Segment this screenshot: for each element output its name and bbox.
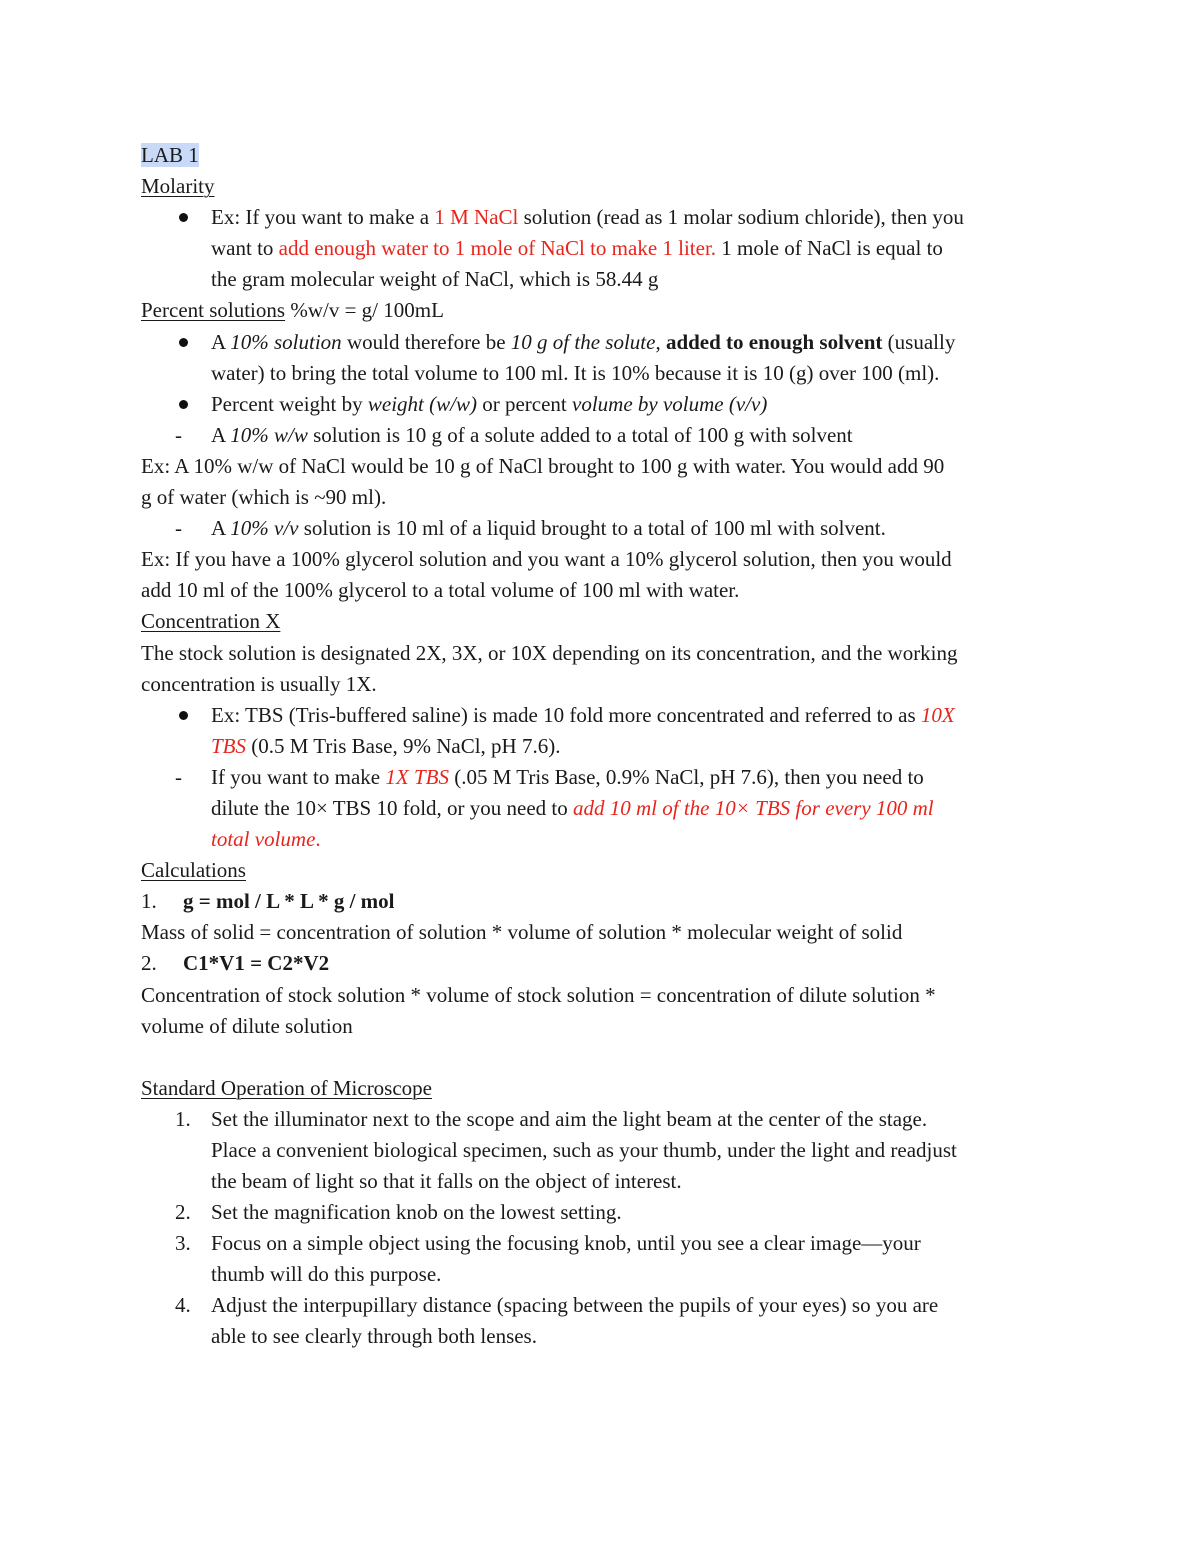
- text: g of water (which is ~90 ml).: [141, 485, 387, 510]
- dash-icon: -: [175, 764, 182, 789]
- microscope-step: [141, 1197, 1071, 1228]
- text: (0.5 M Tris Base, 9% NaCl, pH 7.6).: [246, 733, 561, 758]
- bullet-line: [211, 731, 1071, 762]
- text: Ex: A 10% w/w of NaCl would be 10 g of NaCl brought to 100 g with water. You would add 90: [141, 453, 945, 478]
- molarity-heading-line: [141, 171, 1071, 202]
- red-italic-text: total volume: [211, 827, 316, 852]
- formula-number: 2.: [141, 951, 157, 976]
- bullet-dot-icon: [179, 400, 188, 409]
- italic-text: 10% w/w: [230, 422, 308, 447]
- concentration-paragraph: [141, 638, 1071, 669]
- dash-line: [211, 513, 1071, 544]
- text: the beam of light so that it falls on the object of interest.: [211, 1169, 682, 1193]
- text: volume of dilute solution: [141, 1013, 353, 1038]
- text: Ex: If you have a 100% glycerol solution and you want a 10% glycerol solution, then you would: [141, 547, 952, 572]
- text: solution is 10 ml of a liquid brought to a total of 100 ml with solvent.: [298, 516, 886, 541]
- concentration-heading: Concentration X: [141, 609, 281, 634]
- text: concentration is usually 1X.: [141, 671, 377, 696]
- step-line: [211, 1135, 1071, 1166]
- blank-line: [141, 1042, 1071, 1073]
- dash-marker: [141, 762, 211, 793]
- bullet-dot-icon: [179, 338, 188, 347]
- italic-text: 10 g of the solute: [510, 329, 656, 354]
- percent-heading-line: [141, 295, 1071, 326]
- step-marker: [141, 1290, 211, 1321]
- step-marker: [141, 1197, 211, 1228]
- concentration-bullet: [141, 700, 1071, 762]
- text: want to: [211, 236, 279, 261]
- text: If you want to make: [211, 764, 386, 789]
- bullet-dot-icon: [179, 213, 188, 222]
- formula-2-description: [141, 980, 1071, 1011]
- text: Set the illuminator next to the scope and aim the light beam at the center of the stage.: [211, 1106, 928, 1131]
- red-text: .: [315, 827, 321, 852]
- bullet-line: [211, 264, 1071, 295]
- bullet-marker: [141, 202, 211, 233]
- concentration-dash: [141, 762, 1071, 855]
- dash-marker: [141, 420, 211, 451]
- red-italic-text: TBS: [211, 733, 247, 758]
- step-number: 1.: [175, 1106, 191, 1131]
- step-marker: [141, 1104, 211, 1135]
- text: Ex: If you want to make a: [211, 205, 435, 230]
- microscope-heading-line: [141, 1073, 1071, 1104]
- dash-marker: [141, 513, 211, 544]
- step-line: [211, 1228, 1071, 1259]
- step-number: 4.: [175, 1293, 191, 1318]
- text: Percent weight by: [211, 391, 368, 416]
- bullet-marker: [141, 700, 211, 731]
- text: Place a convenient biological specimen, such as your thumb, under the light and readjust: [211, 1137, 957, 1162]
- text: The stock solution is designated 2X, 3X, or 10X depending on its concentration, and the working: [141, 640, 958, 665]
- text: A: [211, 329, 231, 354]
- dash-line: [211, 762, 1071, 793]
- step-line: [211, 1259, 1071, 1290]
- text: water) to bring the total volume to 100 ml. It is 10% because it is 10 (g) over 100 (ml).: [211, 360, 940, 385]
- concentration-paragraph: [141, 669, 1071, 700]
- percent-example-1: [141, 451, 1071, 482]
- step-line: [211, 1290, 1071, 1321]
- step-number: 2.: [175, 1200, 191, 1225]
- text: Focus on a simple object using the focusing knob, until you see a clear image—your: [211, 1231, 921, 1256]
- text: would therefore be: [341, 329, 511, 354]
- text: Set the magnification knob on the lowest setting.: [211, 1200, 622, 1225]
- text: add 10 ml of the 100% glycerol to a total volume of 100 ml with water.: [141, 578, 740, 603]
- step-line: [211, 1197, 1071, 1228]
- red-italic-text: add 10 ml of the 10× TBS for every 100 ml: [573, 795, 934, 820]
- text: Ex: TBS (Tris-buffered saline) is made 10 fold more concentrated and referred to as: [211, 702, 921, 727]
- red-italic-text: 1X TBS: [385, 764, 449, 789]
- step-marker: [141, 1228, 211, 1259]
- bullet-dot-icon: [179, 711, 188, 720]
- dash-line: [211, 793, 1071, 824]
- text: thumb will do this purpose.: [211, 1262, 442, 1287]
- percent-bullet-1: [141, 327, 1071, 389]
- text: dilute the 10× TBS 10 fold, or you need to: [211, 795, 574, 820]
- text: able to see clearly through both lenses.: [211, 1324, 537, 1349]
- italic-text: 10% v/v: [230, 516, 299, 541]
- red-text: 1 M NaCl: [434, 205, 519, 230]
- text: Concentration of stock solution * volume of stock solution = concentration of dilute solution *: [141, 982, 936, 1007]
- molarity-bullet: [141, 202, 1071, 295]
- bullet-line: [211, 700, 1071, 731]
- lab-title-line: [141, 140, 1071, 171]
- formula-2: C1*V1 = C2*V2: [183, 951, 330, 976]
- percent-example-1: [141, 482, 1071, 513]
- text: 1 mole of NaCl is equal to: [716, 236, 943, 261]
- italic-text: weight (w/w): [367, 391, 477, 416]
- microscope-heading: Standard Operation of Microscope: [141, 1075, 432, 1100]
- text: Adjust the interpupillary distance (spacing between the pupils of your eyes) so you are: [211, 1293, 939, 1318]
- text: (usually: [882, 329, 956, 354]
- bullet-line: [211, 327, 1071, 358]
- bullet-line: [211, 202, 1071, 233]
- step-line: [211, 1321, 1071, 1352]
- dash-icon: -: [175, 516, 182, 541]
- microscope-step: [141, 1104, 1071, 1197]
- step-number: 3.: [175, 1231, 191, 1256]
- text: or percent: [476, 391, 573, 416]
- percent-example-2: [141, 575, 1071, 606]
- dash-line: [211, 824, 1071, 855]
- step-line: [211, 1166, 1071, 1197]
- text: A: [211, 422, 231, 447]
- formula-2-line: [141, 948, 1071, 979]
- text: A: [211, 516, 231, 541]
- formula-1-description: [141, 917, 1071, 948]
- molarity-heading: Molarity: [141, 174, 215, 199]
- formula-number: 1.: [141, 889, 157, 914]
- percent-dash-2: [141, 513, 1071, 544]
- bullet-marker: [141, 389, 211, 420]
- percent-formula: %w/v = g/ 100mL: [285, 298, 444, 323]
- bullet-line: [211, 358, 1071, 389]
- bullet-line: [211, 389, 1071, 420]
- bullet-marker: [141, 327, 211, 358]
- dash-icon: -: [175, 422, 182, 447]
- step-line: [211, 1104, 1071, 1135]
- formula-1-line: [141, 886, 1071, 917]
- italic-text: volume by volume (v/v): [572, 391, 768, 416]
- red-italic-text: 10X: [920, 702, 955, 727]
- text: (.05 M Tris Base, 0.9% NaCl, pH 7.6), then you need to: [448, 764, 924, 789]
- text: solution (read as 1 molar sodium chloride), then you: [518, 205, 964, 230]
- percent-heading: Percent solutions: [141, 298, 286, 323]
- calculations-heading: Calculations: [141, 858, 246, 883]
- microscope-step: [141, 1228, 1071, 1290]
- percent-example-2: [141, 544, 1071, 575]
- percent-dash-1: [141, 420, 1071, 451]
- microscope-step: [141, 1290, 1071, 1352]
- formula-2-description: [141, 1011, 1071, 1042]
- text: the gram molecular weight of NaCl, which is 58.44 g: [211, 267, 659, 292]
- text: ,: [655, 329, 666, 354]
- italic-text: 10% solution: [230, 329, 342, 354]
- bullet-line: [211, 233, 1071, 264]
- text: Mass of solid = concentration of solution * volume of solution * molecular weight of solid: [141, 920, 903, 945]
- bold-text: added to enough solvent: [665, 329, 883, 354]
- document-body: [141, 140, 1071, 1353]
- concentration-heading-line: [141, 606, 1071, 637]
- lab-title: LAB 1: [141, 143, 199, 167]
- dash-line: [211, 420, 1071, 451]
- formula-1: g = mol / L * L * g / mol: [183, 889, 395, 914]
- calculations-heading-line: [141, 855, 1071, 886]
- text: solution is 10 g of a solute added to a total of 100 g with solvent: [307, 422, 853, 447]
- percent-bullet-2: [141, 389, 1071, 420]
- red-text: add enough water to 1 mole of NaCl to make 1 liter.: [278, 236, 717, 261]
